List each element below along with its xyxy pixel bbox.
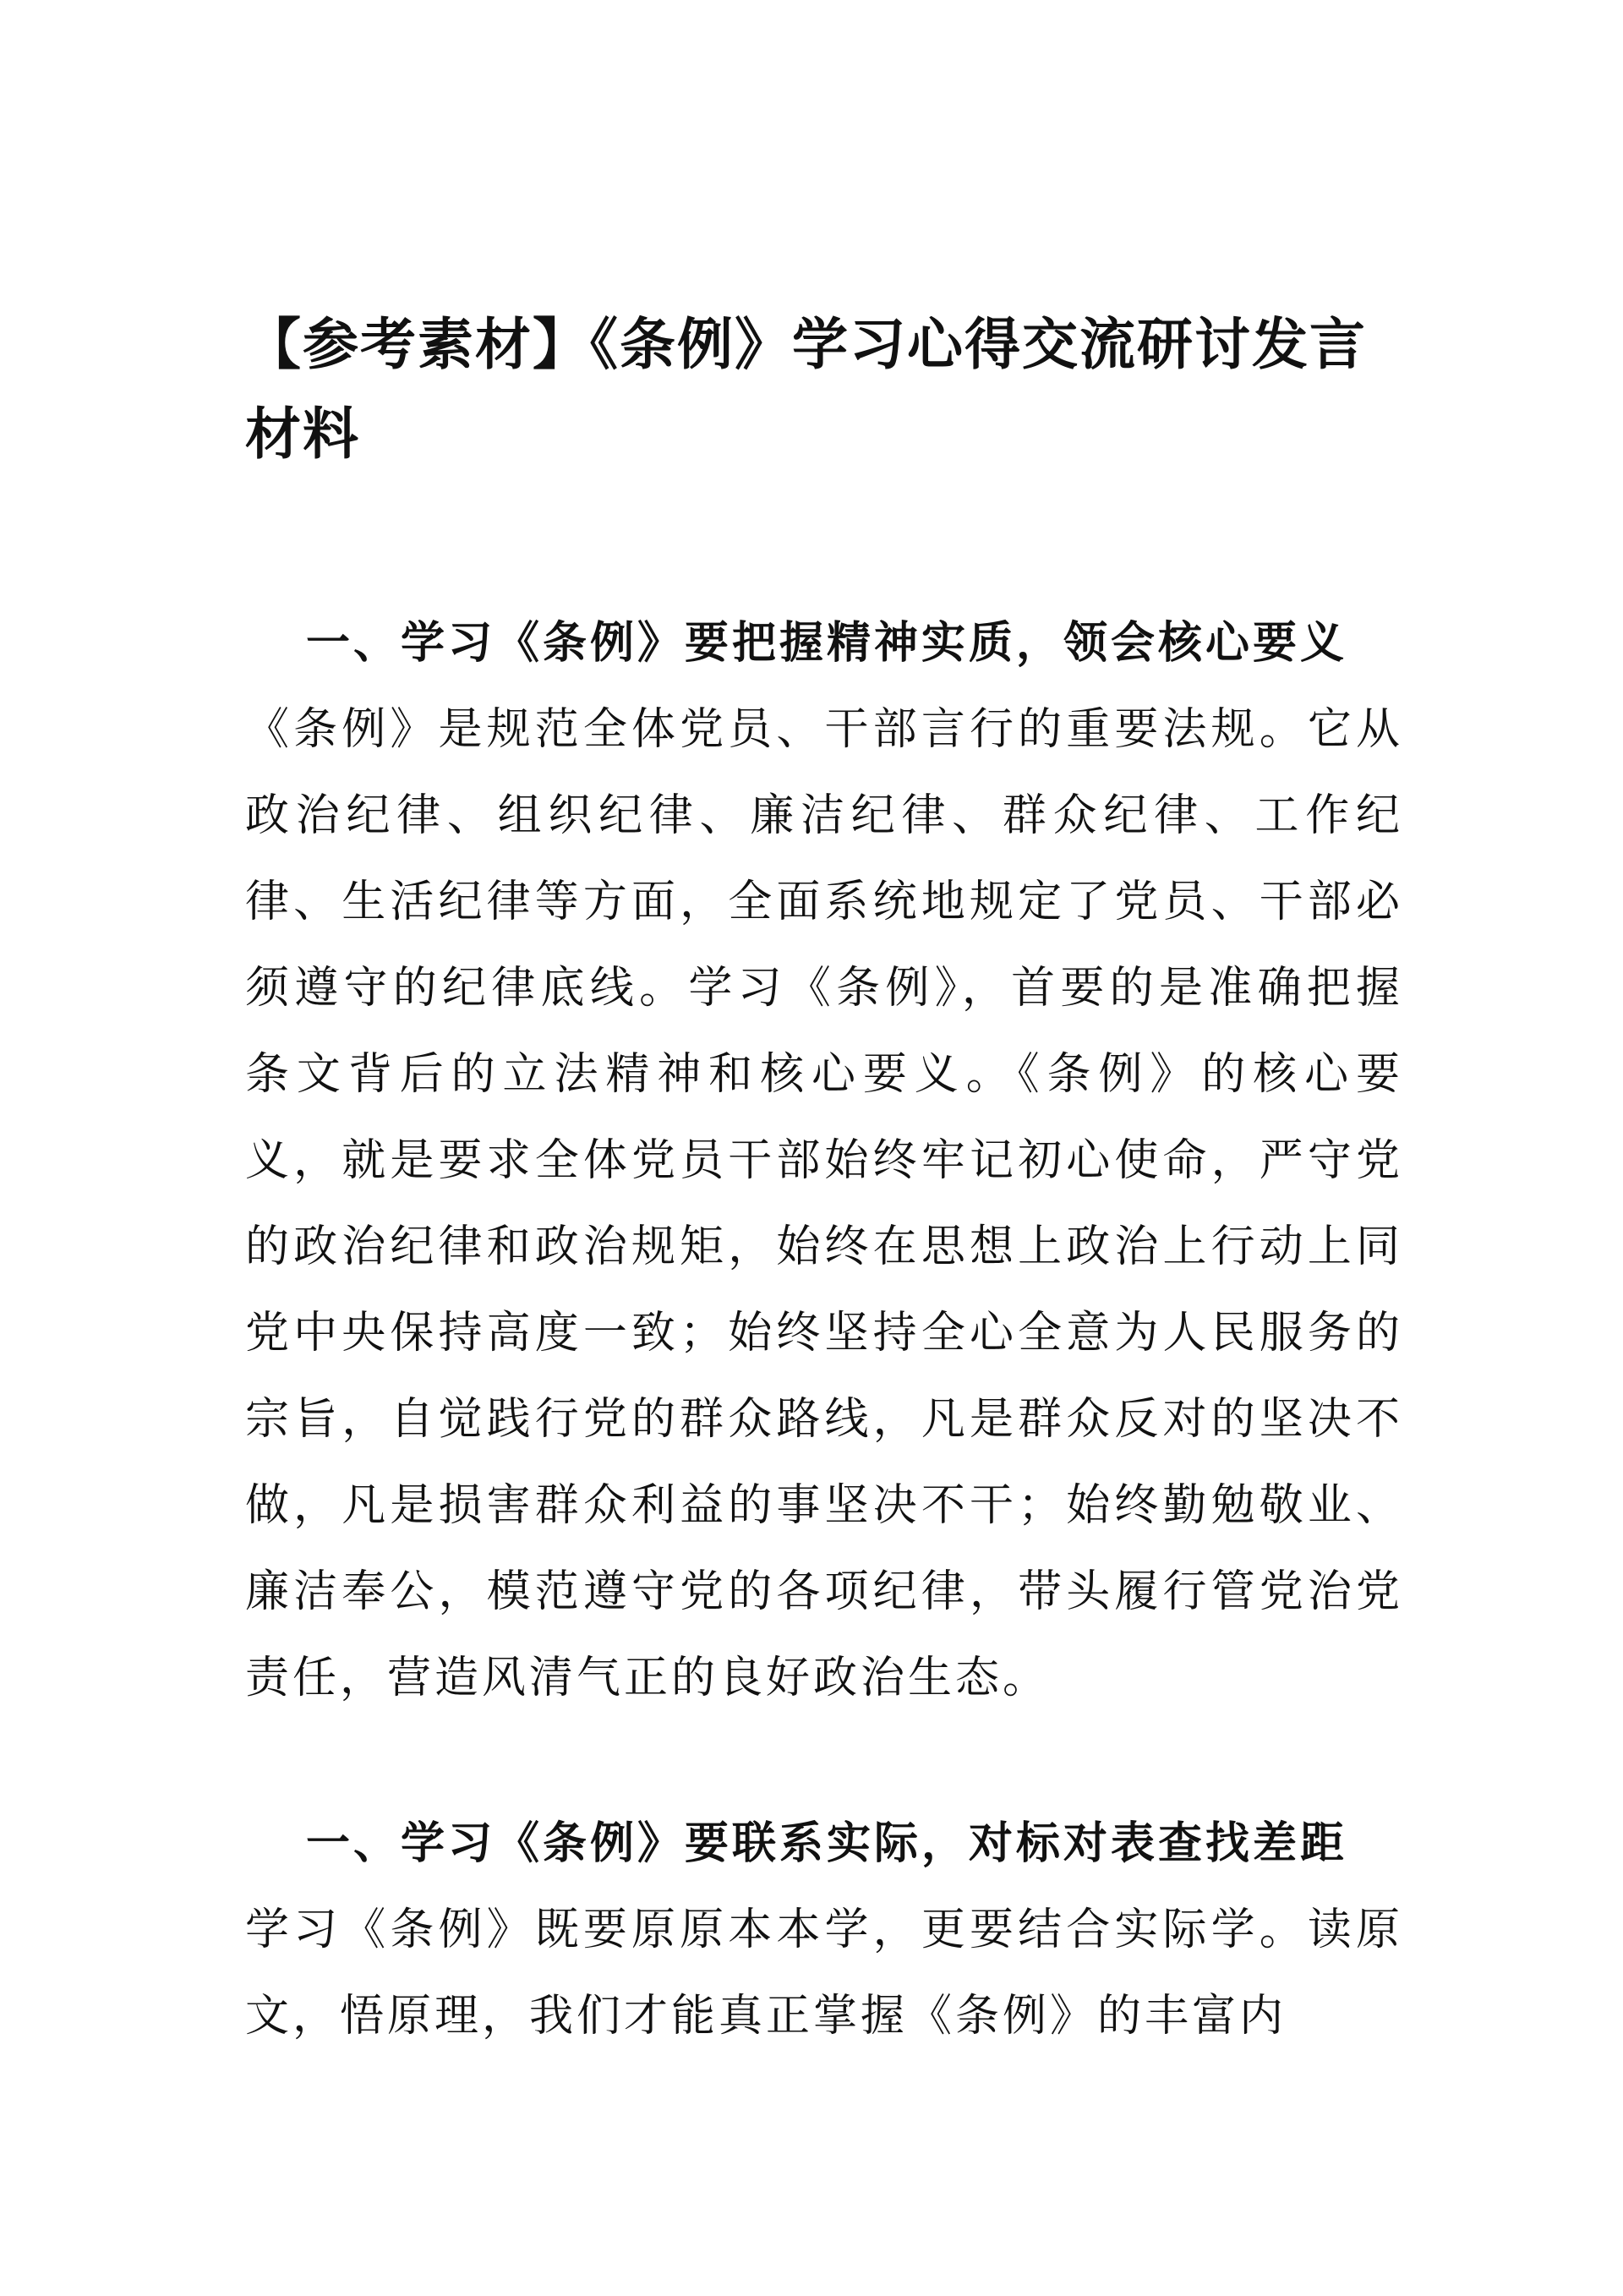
document-title: 【参考素材】《条例》学习心得交流研讨发言材料	[245, 312, 1367, 467]
section-2	[245, 1801, 1403, 2059]
section-2-paragraph: 学习《条例》既要原原本本学，更要结合实际学。读原文，悟原理，我们才能真正掌握《条例》的丰富内	[245, 1905, 1403, 2042]
section-1-paragraph: 《条例》是规范全体党员、干部言行的重要法规。它从政治纪律、组织纪律、廉洁纪律、群众纪律、工作纪律、生活纪律等方面，全面系统地规定了党员、干部必须遵守的纪律底线。学习《条例》，首要的是准确把握条文背后的立法精神和核心要义。《条例》的核心要义，就是要求全体党员干部始终牢记初心使命，严守党的政治纪律和政治规矩，始终在思想上政治上行动上同党中央保持高度一致；始终坚持全心全意为人民服务的宗旨，自觉践行党的群众路线，凡是群众反对的坚决不做，凡是损害群众利益的事坚决不干；始终勤勉敬业、廉洁奉公，模范遵守党的各项纪律，带头履行管党治党责任，营造风清气正的良好政治生态。	[245, 704, 1403, 1703]
section-1	[245, 600, 1403, 1721]
section-2-heading: 一、学习《条例》要联系实际，对标对表查找差距	[306, 1818, 1348, 1869]
section-1-heading: 一、学习《条例》要把握精神实质，领会核心要义	[306, 618, 1348, 669]
